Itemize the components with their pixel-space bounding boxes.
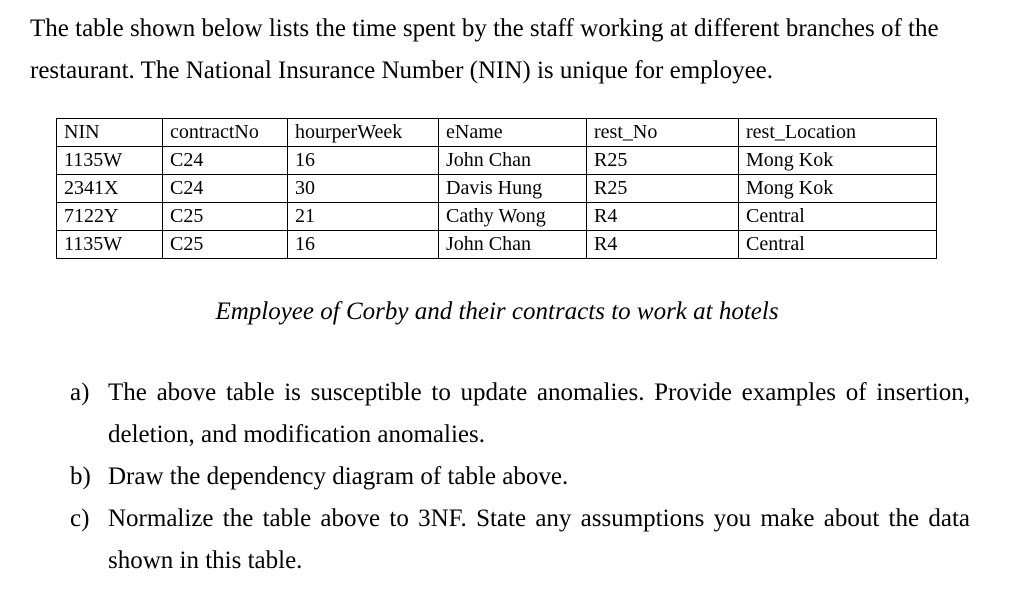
cell-rest-location: Mong Kok <box>739 175 937 203</box>
question-item <box>70 456 970 498</box>
cell-contract-no: C24 <box>163 175 288 203</box>
cell-nin: 7122Y <box>57 203 163 231</box>
question-item <box>70 372 970 456</box>
cell-nin: 1135W <box>57 231 163 259</box>
cell-rest-no: R4 <box>587 231 739 259</box>
question-label: c) <box>70 505 90 532</box>
staff-table <box>56 118 937 259</box>
cell-rest-location: Mong Kok <box>739 147 937 175</box>
header-hour-per-week: hourperWeek <box>288 119 439 147</box>
cell-rest-no: R25 <box>587 175 739 203</box>
header-ename: eName <box>439 119 587 147</box>
cell-rest-location: Central <box>739 231 937 259</box>
cell-rest-location: Central <box>739 203 937 231</box>
cell-hour-per-week: 30 <box>288 175 439 203</box>
question-text: Normalize the table above to 3NF. State any assumptions you make about the data shown in this table. <box>108 505 970 574</box>
table-header-row <box>57 119 937 147</box>
cell-rest-no: R4 <box>587 203 739 231</box>
table-row <box>57 203 937 231</box>
cell-hour-per-week: 21 <box>288 203 439 231</box>
cell-ename: John Chan <box>439 231 587 259</box>
cell-contract-no: C25 <box>163 231 288 259</box>
cell-nin: 2341X <box>57 175 163 203</box>
cell-ename: John Chan <box>439 147 587 175</box>
question-text: Draw the dependency diagram of table above. <box>108 463 569 490</box>
cell-ename: Cathy Wong <box>439 203 587 231</box>
cell-contract-no: C24 <box>163 147 288 175</box>
cell-ename: Davis Hung <box>439 175 587 203</box>
question-label: b) <box>70 463 91 490</box>
header-nin: NIN <box>57 119 163 147</box>
cell-hour-per-week: 16 <box>288 147 439 175</box>
cell-rest-no: R25 <box>587 147 739 175</box>
header-rest-no: rest_No <box>587 119 739 147</box>
header-rest-location: rest_Location <box>739 119 937 147</box>
cell-nin: 1135W <box>57 147 163 175</box>
cell-hour-per-week: 16 <box>288 231 439 259</box>
question-label: a) <box>70 379 90 406</box>
table-row <box>57 175 937 203</box>
table-row <box>57 147 937 175</box>
table-row <box>57 231 937 259</box>
question-list <box>70 372 970 582</box>
table-caption: Employee of Corby and their contracts to work at hotels <box>215 298 779 325</box>
intro-paragraph: The table shown below lists the time spent by the staff working at different branches of the restaurant. The National Insurance Number (NIN) is unique for employee. <box>30 15 939 84</box>
header-contract-no: contractNo <box>163 119 288 147</box>
question-item <box>70 498 970 582</box>
cell-contract-no: C25 <box>163 203 288 231</box>
question-text: The above table is susceptible to update anomalies. Provide examples of insertion, deletion, and modification anomalies. <box>108 379 970 448</box>
